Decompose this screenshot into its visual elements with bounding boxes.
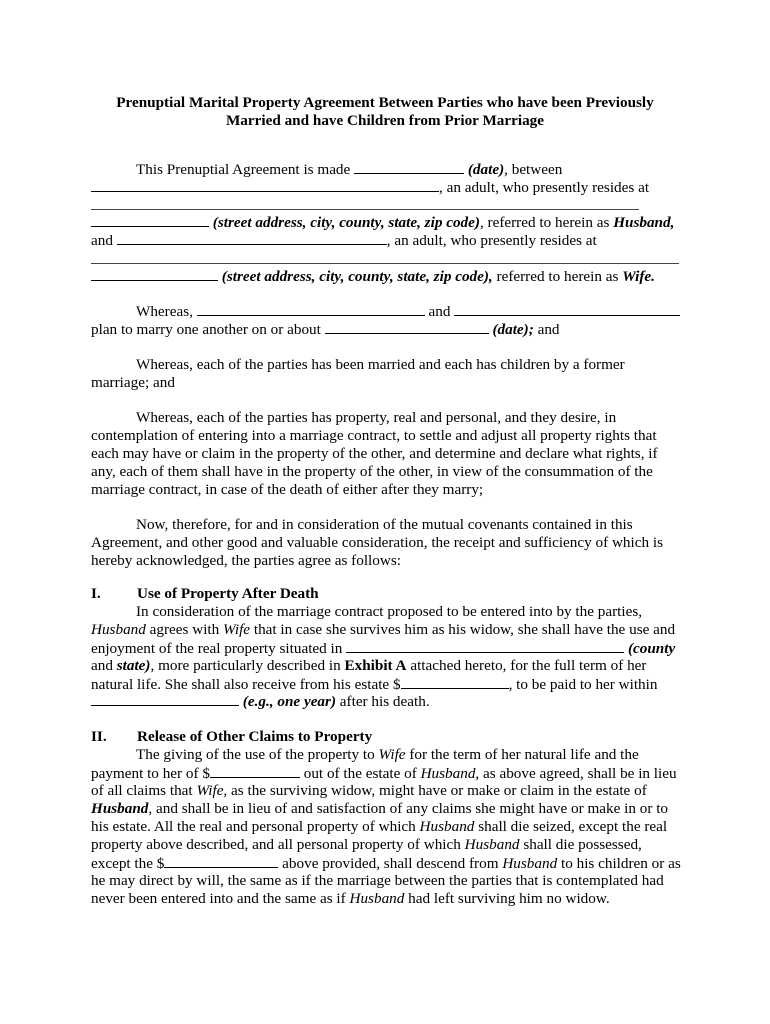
payment-amount-blank[interactable]	[210, 764, 300, 778]
section-1-heading: I. Use of Property After Death	[91, 585, 319, 602]
section-2-line-3: of all claims that Wife, as the surviving widow, might have or make or claim in the estate of	[91, 782, 647, 799]
wife-address-blank-2[interactable]	[91, 267, 218, 281]
whereas-3-line-4: any, each of them shall have in the property of the other, in view of the consummation of the	[91, 463, 653, 480]
husband-address-blank[interactable]	[91, 209, 639, 210]
document-title-line-1: Prenuptial Marital Property Agreement Between Parties who have been Previously	[116, 94, 654, 111]
date-blank[interactable]	[354, 160, 464, 174]
section-1-line-2: Husband agrees with Wife that in case she survives him as his widow, she shall have the use and	[91, 621, 676, 638]
intro-line-5: (street address, city, county, state, zip code), referred to herein as Wife.	[91, 267, 677, 285]
whereas-2-line-2: marriage; and	[91, 374, 175, 391]
section-1-line-3: enjoyment of the real property situated in (county	[91, 640, 676, 657]
whereas-3-line-1: Whereas, each of the parties has property, real and personal, and they desire, in	[136, 409, 617, 426]
section-2-line-2: payment to her of $ out of the estate of Husband, as above agreed, shall be in lieu	[91, 765, 677, 782]
section-2-line-5: his estate. All the real and personal property of which Husband shall die seized, except the real	[91, 818, 668, 835]
section-1-line-6: (e.g., one year) after his death.	[91, 692, 677, 710]
section-2-heading: II. Release of Other Claims to Property	[91, 728, 373, 745]
husband-address-blank-2[interactable]	[91, 213, 209, 227]
section-2-line-8: he may direct by will, the same as if the marriage between the parties that is contemplated had	[91, 872, 664, 889]
intro-line-1: This Prenuptial Agreement is made (date), between	[136, 161, 563, 178]
party-1-blank[interactable]	[197, 302, 425, 316]
section-2-line-1: The giving of the use of the property to Wife for the term of her natural life and the	[136, 746, 639, 763]
section-2-line-6: property above described, and all personal property of which Husband shall die possessed,	[91, 836, 642, 853]
now-line-1: Now, therefore, for and in consideration of the mutual covenants contained in this	[136, 516, 633, 533]
wife-address-blank[interactable]	[91, 263, 679, 264]
section-2-line-4: Husband, and shall be in lieu of and satisfaction of any claims she might have or make in or to	[91, 800, 669, 817]
whereas-2-line-1: Whereas, each of the parties has been married and each has children by a former	[136, 356, 625, 373]
intro-line-2: , an adult, who presently resides at	[91, 178, 677, 196]
whereas-3-line-5: marriage contract, in case of the death of either after they marry;	[91, 481, 484, 498]
now-line-3: hereby acknowledged, the parties agree as follows:	[91, 552, 401, 569]
whereas-1-line-2: plan to marry one another on or about (date); and	[91, 321, 560, 338]
excepted-amount-blank[interactable]	[164, 854, 278, 868]
intro-line-4: and , an adult, who presently resides at	[91, 232, 597, 249]
wife-name-blank[interactable]	[117, 231, 387, 245]
property-location-blank[interactable]	[346, 639, 624, 653]
estate-amount-blank[interactable]	[401, 675, 509, 689]
whereas-3-line-2: contemplation of entering into a marriage contract, to settle and adjust all property rights that	[91, 427, 657, 444]
document-title-line-2: Married and have Children from Prior Marriage	[225, 112, 545, 129]
intro-line-3: (street address, city, county, state, zip code), referred to herein as Husband,	[91, 213, 677, 231]
section-2-line-9: never been entered into and the same as if Husband had left surviving him no widow.	[91, 890, 610, 907]
section-1-line-4: and state), more particularly described in Exhibit A attached hereto, for the full term of her	[91, 657, 647, 674]
party-2-blank[interactable]	[454, 302, 680, 316]
husband-name-blank[interactable]	[91, 178, 439, 192]
whereas-3-line-3: each may have or claim in the property of the other, and determine and declare what rights, if	[91, 445, 658, 462]
section-1-line-5: natural life. She shall also receive from his estate $ , to be paid to her within	[91, 676, 658, 693]
section-1-line-1: In consideration of the marriage contract proposed to be entered into by the parties,	[136, 603, 643, 620]
whereas-1-line-1: Whereas, and	[136, 302, 677, 320]
now-line-2: Agreement, and other good and valuable consideration, the receipt and sufficiency of which is	[91, 534, 664, 551]
marriage-date-blank[interactable]	[325, 320, 489, 334]
payment-period-blank[interactable]	[91, 692, 239, 706]
section-2-line-7: except the $ above provided, shall descend from Husband to his children or as	[91, 855, 681, 872]
